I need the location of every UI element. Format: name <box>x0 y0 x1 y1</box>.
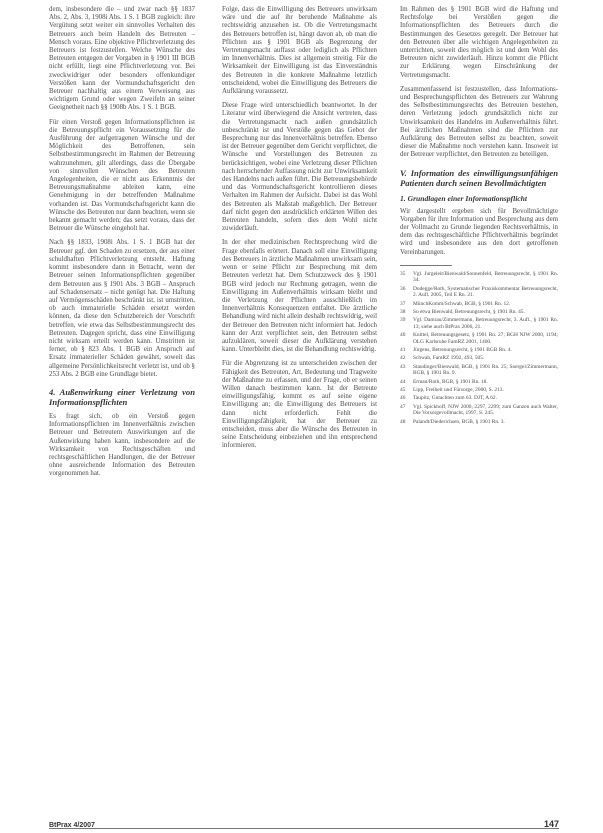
footnote <box>400 271 558 284</box>
footnote-text: Vgl. Jurgeleit/Bienwald/Sonnenfeld, Betreuungsrecht, § 1901 Rn. 34. <box>413 270 558 284</box>
footnote <box>400 395 558 401</box>
paragraph: Wir dargestellt ergeben sich für Bevollmächtigte Vorgaben für ihre Information und Besprechung aus dem der Vollmacht zu Grunde liegenden Rechtsverhältnis, in dem das rechtsgeschäftliche Pflichtverhältnis begründet wird und insbesondere aus den dort getroffenen Vereinbarungen. <box>400 207 558 256</box>
footnote-number: 38 <box>400 308 406 315</box>
subsection-heading: 1. Grundlagen einer Informationspflicht <box>400 193 528 203</box>
paragraph: Für einen Verstoß gegen Informationspflichten ist die Betreuungspflicht ein Voraussetzung für die Ausführung der aufgetragenen Wünsche und der Möglichkeit des Betroffenen, sein Selbstbestimmungsrecht im Rahmen der Betreuung wahrzunehmen, gilt allerdings, dass die Übergabe von sinnvollen Wünschen des Betreuten Angelegenheiten, die er nicht aus Erkenntnis der Betreuungsmaßnahme ableiten kann, eine Genehmigung in der betreffenden Maßnahme vorhanden ist. Das Vormundschaftsgericht kann die Wünsche des Betreuten nur dann beachten, wenn sie bekannt gemacht werden; das setzt voraus, dass der Betreuer die Wünsche eingeholt hat. <box>49 118 195 233</box>
footnote <box>400 404 558 417</box>
footnote <box>400 286 558 299</box>
paragraph: In der eher medizinischen Rechtsprechung wird die Frage ebenfalls erörtert. Danach soll eine Einwilligung des Betreuers in ärztliche Maßnahmen unwirksam sein, wenn er seine Pflicht zur Besprechung mit dem Betreuten verletzt hat. Dem Schutzzweck des § 1901 BGB wird jedoch nur Rechnung getragen, wenn die Einwilligung im Außenverhältnis wirksam bleibt und die Verletzung der Pflichten ausschließlich im Innenverhältnis Konsequenzen entfaltet. Die ärztliche Behandlung wird nicht allein deshalb rechtswidrig, weil der Betreuer den Betreuten nicht informiert hat. Jedoch kann der Arzt verpflichtet sein, den Betreuten selbst aufzuklären, soweit dieser die Aufklärung verstehen kann. Unterbleibt dies, ist die Behandlung rechtswidrig. <box>222 239 377 354</box>
footnote <box>400 317 558 330</box>
footnote-text: So etwa Bienwald, Betreuungsrecht, § 1901 Rn. 45. <box>413 308 525 315</box>
footnote-number: 36 <box>400 285 406 292</box>
footnote-text: Taupitz, Gutachten zum 63. DJT, A 62. <box>413 395 497 402</box>
paragraph: dem, insbesondere die – und zwar nach §§ 1837 Abs. 2, Abs. 3, 1908i Abs. 1 S. 1 BGB zugleich: ihre Vergütung setzt weiter ein sinnvolles Verhalten des Betreuers auch beim Handeln des Betreuten – Mensch voraus. Eine objektive Pflichtverletzung des Betreuers ist festzustellen. Welche Wünsche des Betreuten entgegen der Vorgaben in § 1901 III BGB nicht erfüllt, liegt eine Pflichtverletzung vor. Bei zweckwidriger oder besonders offenkundiger Verstößen kann der Vormundschaftsgericht den Betreuer nachhaltig aus einem Verweisung aus wichtigem Grund oder wegen Zweifeln an seiner Geeignetheit nach §§ 1908b Abs. 1 S. 1 BGB. <box>49 6 195 112</box>
footnote-text: Knittel, Betreuungsgesetz, § 1901 Rn. 27; BGH NJW 2000, 1194; OLG Karlsruhe FamRZ 2001, 1400. <box>413 332 558 345</box>
paragraph: Für die Abgrenzung ist zu unterscheiden zwischen der Fähigkeit des Betreuten, Art, Bedeutung und Tragweite der Maßnahme zu erfassen, und der Frage, ob er seinen Willen danach bestimmen kann. Ist der Betreute einwilligungsfähig, kommt es auf seine eigene Einwilligung an; die Einwilligung des Betreuers ist dann nicht erforderlich. Fehlt die Einwilligungsfähigkeit, hat der Betreuer zu entscheiden, muss aber die Wünsche des Betreuten in seine Entscheidung einbeziehen und ihn entsprechend informieren. <box>222 360 377 450</box>
text-column-1 <box>49 6 195 485</box>
footnote-text: Erman/Roth, BGB, § 1901 Rn. 18. <box>413 378 488 385</box>
paragraph: Nach §§ 1833, 1908i Abs. 1 S. 1 BGB hat der Betreuer ggf. den Schaden zu ersetzen, der aus einer schuldhaften Pflichtverletzung entsteht. Haftung kommt insbesondere dann in Betracht, wenn der Betreuer seinen Informationspflichten gegenüber dem Betreuten aus § 1901 Abs. 3 BGB – Anspruch auf Schadensersatz – nicht genügt hat. Die Haftung auf Vermögensschäden beschränkt ist, ist umstritten, ob auch immaterielle Schäden ersetzt werden können, da diese den Schutzbereich der Vorschrift betreffen, wie etwa das Selbstbestimmungsrecht des Betreuten. Dagegen spricht, dass eine Einwilligung nicht wirksam erteilt werden kann. Umstritten ist ferner, ob § 823 Abs. 1 BGB ein Anspruch auf Ersatz immaterieller Schäden gewährt, soweit das allgemeine Persönlichkeitsrecht verletzt ist, und ob § 253 Abs. 2 BGB eine Grundlage bietet. <box>49 239 196 378</box>
footnote-text: Vgl. Spickhoff, NJW 2000, 2297, 2299; zum Ganzen auch Walter, Die Vorsorgevollmacht, 1997, S. 245. <box>413 403 558 417</box>
footnote-number: 42 <box>400 355 406 362</box>
footnote-number: 44 <box>400 378 406 385</box>
footnote-text: Schwab, FamRZ 1992, 493, 505. <box>413 355 485 362</box>
footnote-number: 46 <box>400 395 406 402</box>
journal-name: BtPrax 4/2007 <box>49 822 95 829</box>
footnote-number: 39 <box>400 317 406 324</box>
footnote-text: Lipp, Freiheit und Fürsorge, 2000, S. 213. <box>413 386 504 393</box>
footnote <box>400 301 558 307</box>
footnote-text: Dodegge/Roth, Systematischer Praxiskommentar Betreuungsrecht, 2. Aufl. 2005, Teil E Rn. 21. <box>413 285 558 299</box>
paragraph: Diese Frage wird unterschiedlich beantwortet. In der Literatur wird überwiegend die Ansicht vertreten, dass die Vertretungsmacht nach außen grundsätzlich unbeschränkt ist und Verstöße gegen das Gebot der Besprechung nur das Innenverhältnis betreffen. Ebenso ist der Betreuer gegenüber dem Gericht verpflichtet, die Wünsche und Vorstellungen des Betreuten zu berücksichtigen, wobei eine Verletzung dieser Pflichten nach herrschender Auffassung nicht zur Unwirksamkeit des Handelns nach außen führt. Die Betreuungsbehörde und das Vormundschaftsgericht kontrollieren dieses Verhalten im Rahmen der Aufsicht. Dabei ist das Wohl des Betreuten als Maßstab maßgeblich. Der Betreuer darf nicht gegen den ausdrücklich erklärten Willen des Betreuten handeln, sofern dies dem Wohl nicht zuwiderläuft. <box>222 102 377 233</box>
footnote-text: MünchKomm/Schwab, BGB, § 1901 Rn. 12. <box>413 300 511 307</box>
footnote <box>400 364 558 377</box>
footnote-number: 35 <box>400 270 406 277</box>
footnotes <box>400 271 558 425</box>
footnote-number: 41 <box>400 346 406 353</box>
footnote-text: Jürgens, Betreuungsrecht, § 1901 BGB Rn. 4. <box>413 346 512 353</box>
footnote-number: 40 <box>400 332 406 339</box>
footer-divider <box>49 828 559 829</box>
text-column-3 <box>400 6 558 427</box>
section-heading: 4. Außenwirkung einer Verletzung von Informationspflichten <box>49 386 195 407</box>
footnote-divider <box>400 265 452 266</box>
footnote <box>400 347 558 353</box>
paragraph: Zusammenfassend ist festzustellen, dass Informations- und Besprechungspflichten des Betreuers zur Wahrung des Selbstbestimmungsrechts des Betreuten bestehen, deren Verletzung jedoch grundsätzlich nicht zur Unwirksamkeit des Handelns im Außenverhältnis führt. Bei ärztlichen Maßnahmen sind die Pflichten zur Aufklärung des Betreuten selbst zu beachten, soweit dieser die Maßnahme noch verstehen kann. Insoweit ist der Betreuer verpflichtet, den Betreuten zu beteiligen. <box>400 85 558 159</box>
section-heading: V. Information des einwilligungsunfähigen Patienten durch seinen Bevollmächtigten <box>400 167 558 188</box>
footnote-number: 47 <box>400 403 406 410</box>
footnote-text: Palandt/Diederichsen, BGB, § 1901 Rn. 3. <box>413 418 505 425</box>
footnote <box>400 387 558 393</box>
footnote <box>400 332 558 345</box>
text-column-2 <box>222 6 377 457</box>
footnote-text: Staudinger/Bienwald, BGB, § 1901 Rn. 25; Soergel/Zimmermann, BGB, § 1901 Rn. 9. <box>413 363 558 377</box>
footnote-number: 37 <box>400 300 406 307</box>
page-number: 147 <box>543 819 559 829</box>
paragraph: Im Rahmen des § 1901 BGB wird die Haftung und Rechtsfolge bei Verstößen gegen die Informationspflichten des Betreuers durch die Bestimmungen des Gesetzes geregelt. Der Betreuer hat den Betreuten über alle wichtigen Angelegenheiten zu unterrichten, soweit dies möglich ist und dem Wohl des Betreuten nicht zuwiderläuft. Hinzu kommt die Pflicht zur Erklärung wegen Einschränkung der Vertretungsmacht. <box>400 6 558 79</box>
paragraph: Folge, dass die Einwilligung des Betreuers unwirksam wäre und die auf ihr beruhende Maßnahme als rechtswidrig anzusehen ist. Ob die Vertretungsmacht des Betreuers betroffen ist, hängt davon ab, ob man die Pflichten aus § 1901 BGB als Begrenzung der Vertretungsmacht auffasst oder lediglich als Pflichten im Innenverhältnis. Dies ist allgemein streitig. Für die Wirksamkeit der Einwilligung ist das Einverständnis des Betreuten in die konkrete Maßnahme letztlich entscheidend, wobei die Einwilligung des Betreuers die Aufklärung voraussetzt. <box>222 6 377 96</box>
footnote-number: 45 <box>400 386 406 393</box>
footnote <box>400 355 558 361</box>
footnote-number: 43 <box>400 363 406 370</box>
paragraph: Es fragt sich, ob ein Verstoß gegen Informationspflichten im Innenverhältnis zwischen Betreuer und Betreutem Auswirkungen auf die Außenwirkung haben kann, insbesondere auf die Wirksamkeit von Rechtsgeschäften und rechtsgeschäftlichen Handlungen, die der Betreuer ohne ausreichende Information des Betreuten vorgenommen hat. <box>49 412 195 478</box>
footnote <box>400 419 558 425</box>
footnote <box>400 309 558 315</box>
footnote-number: 48 <box>400 418 406 425</box>
footnote-text: Vgl. Damrau/Zimmermann, Betreuungsrecht, 3. Aufl., § 1901 Rn. 13; siehe auch BtPrax 2006, 21. <box>413 317 558 330</box>
footnote <box>400 379 558 385</box>
